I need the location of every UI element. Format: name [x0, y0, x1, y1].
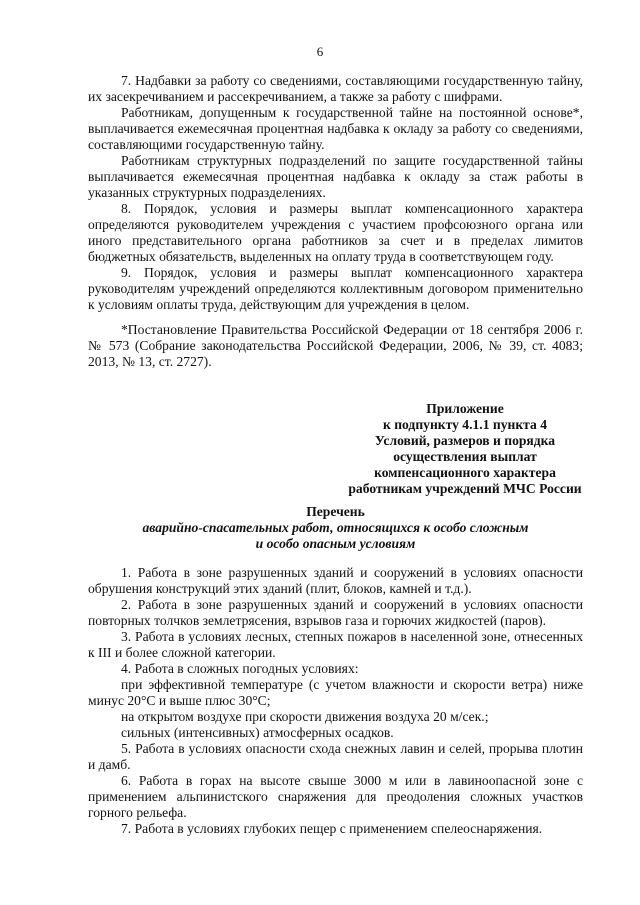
list-item-4-wind: на открытом воздухе при скорости движения воздуха 20 м/сек.;: [121, 709, 489, 724]
top-section: [88, 73, 583, 313]
list-title: [88, 504, 583, 552]
paragraph-7-permanent-access: Работникам, допущенным к государственной тайне на постоянной основе*, выплачивается ежемесячная процентная надбавка к окладу за работу со сведениями, составляющими государственную тайну.: [88, 105, 583, 152]
list-item-1: 1. Работа в зоне разрушенных зданий и сооружений в условиях опасности обрушения конструкций этих зданий (плит, блоков, камней и т.д.).: [88, 565, 583, 596]
appendix-line-5: компенсационного характера: [374, 465, 556, 480]
list-title-line-1: Перечень: [306, 504, 365, 519]
list-item-5: 5. Работа в условиях опасности схода снежных лавин и селей, прорыва плотин и дамб.: [88, 741, 583, 772]
appendix-line-1: Приложение: [426, 401, 504, 416]
list-item-2: 2. Работа в зоне разрушенных зданий и сооружений в условиях опасности повторных толчков землетрясения, взрывов газа и горючих жидкостей (паров).: [88, 597, 583, 628]
paragraph-7-structural-units: Работникам структурных подразделений по защите государственной тайны выплачивается ежемесячная процентная надбавка к окладу за стаж работы в указанных структурных подразделениях.: [88, 153, 583, 200]
footnote: [88, 322, 583, 370]
list-title-line-3: и особо опасным условиям: [255, 536, 416, 551]
work-list: [88, 565, 583, 837]
list-title-line-2: аварийно-спасательных работ, относящихся к особо сложным: [142, 520, 529, 535]
appendix-line-4: осуществления выплат: [393, 449, 537, 464]
paragraph-8: 8. Порядок, условия и размеры выплат компенсационного характера определяются руководителем учреждения с участием профсоюзного органа или иного представительного органа работников за счет и в пределах лимитов бюджетных обязательств, выделенных на оплату труда в соответствующем году.: [88, 201, 583, 264]
list-item-4-precipitation: сильных (интенсивных) атмосферных осадков.: [121, 725, 394, 740]
appendix-line-6: работникам учреждений МЧС России: [348, 481, 582, 496]
list-item-7: 7. Работа в условиях глубоких пещер с применением спелеоснаряжения.: [121, 821, 543, 836]
list-item-6: 6. Работа в горах на высоте свыше 3000 м или в лавиноопасной зоне с применением альпинистского снаряжения для преодоления сложных участков горного рельефа.: [88, 773, 583, 820]
appendix-line-3: Условий, размеров и порядка: [374, 433, 556, 448]
paragraph-7: 7. Надбавки за работу со сведениями, составляющими государственную тайну, их засекречиванием и рассекречиванием, а также за работу с шифрами.: [88, 73, 583, 104]
appendix-header: [330, 401, 600, 497]
list-item-4-temperature: при эффективной температуре (с учетом влажности и скорости ветра) ниже минус 20°С и выше плюс 30°С;: [88, 677, 583, 708]
page-number: 6: [316, 44, 324, 59]
list-item-4: 4. Работа в сложных погодных условиях:: [121, 661, 359, 676]
list-item-3: 3. Работа в условиях лесных, степных пожаров в населенной зоне, отнесенных к III и более сложной категории.: [88, 629, 583, 660]
paragraph-9: 9. Порядок, условия и размеры выплат компенсационного характера руководителям учреждений определяются коллективным договором применительно к условиям оплаты труда, действующим для учреждения в целом.: [88, 265, 583, 312]
appendix-line-2: к подпункту 4.1.1 пункта 4: [382, 417, 548, 432]
footnote-text: *Постановление Правительства Российской Федерации от 18 сентября 2006 г. № 573 (Собрание законодательства Российской Федерации, 2006, № 39, ст. 4083; 2013, № 13, ст. 2727).: [88, 322, 583, 369]
